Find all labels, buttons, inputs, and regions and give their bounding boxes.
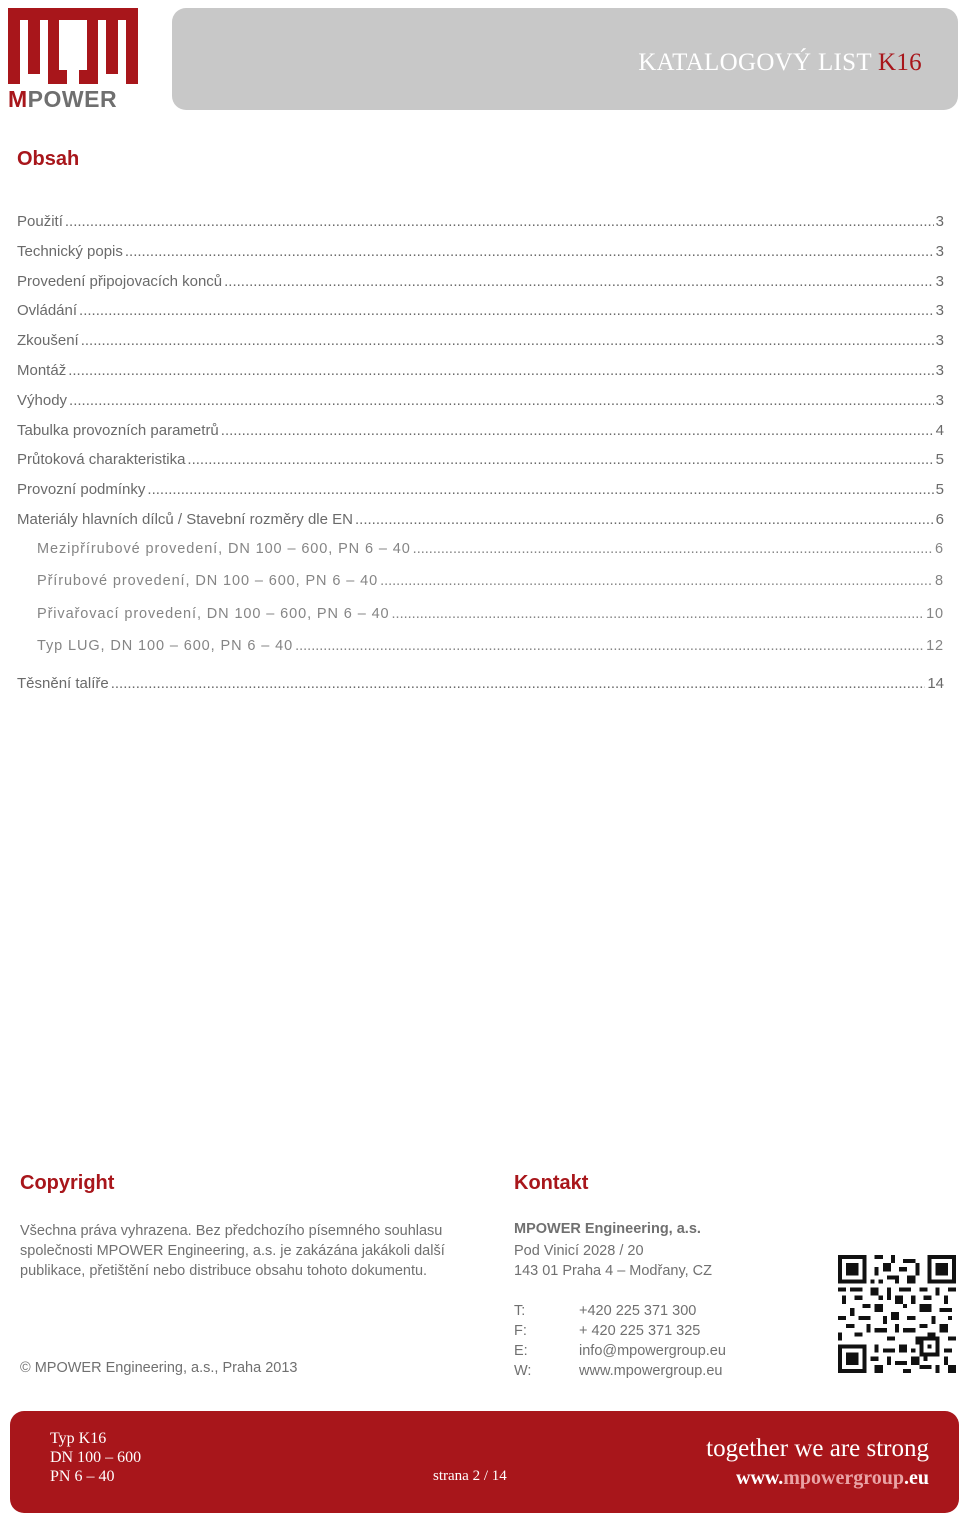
contact-phone: T: +420 225 371 300 (514, 1303, 697, 1319)
copyright-text: Všechna práva vyhrazena. Bez předchozího písemného souhlasu společnosti MPOWER Engineering, a.s. je zakázána jakákoli další publikace, přetištění nebo distribuce obsahu tohoto dokumentu. (20, 1223, 445, 1279)
page-number: strana 2 / 14 (433, 1468, 507, 1484)
copyright-line: © MPOWER Engineering, a.s., Praha 2013 (20, 1360, 298, 1376)
mpower-logo-mark (8, 8, 138, 84)
contact-heading: Kontakt (514, 1172, 589, 1194)
footer-band (10, 1411, 959, 1513)
header-bar (172, 8, 958, 110)
footer-slogan: together we are strong (706, 1435, 929, 1462)
toc-item[interactable]: Průtoková charakteristika ..... 5 (17, 451, 944, 481)
toc-item[interactable]: Provedení připojovacích konců ..... 3 (17, 273, 944, 303)
document-title: KATALOGOVÝ LIST K16 (638, 49, 922, 76)
qr-code-icon (838, 1255, 956, 1373)
contact-web[interactable]: W: www.mpowergroup.eu (514, 1363, 723, 1379)
contact-fax: F: + 420 225 371 325 (514, 1323, 701, 1339)
logo-wordmark: MPOWER (8, 86, 118, 112)
document-code: K16 (878, 49, 922, 76)
contact-details (514, 1301, 726, 1381)
toc-item[interactable]: Tabulka provozních parametrů ..... 4 (17, 422, 944, 452)
toc-item[interactable]: Ovládání ..... 3 (17, 302, 944, 332)
toc-item[interactable]: Provozní podmínky ..... 5 (17, 481, 944, 511)
contact-company: MPOWER Engineering, a.s. (514, 1221, 701, 1237)
toc-subitem[interactable]: Přivařovací provedení, DN 100 – 600, PN 6 – 40 ..... 10 (17, 606, 944, 639)
company-logo (6, 6, 140, 112)
toc-item[interactable]: Materiály hlavních dílců / Stavební rozměry dle EN ..... 6 (17, 511, 944, 541)
toc-item[interactable]: Těsnění talíře ..... 14 (17, 671, 944, 701)
toc-item[interactable]: Výhody ..... 3 (17, 392, 944, 422)
toc-heading: Obsah (17, 148, 80, 170)
contact-email[interactable]: E: info@mpowergroup.eu (514, 1343, 726, 1359)
toc-item[interactable]: Montáž ..... 3 (17, 362, 944, 392)
toc-subitem[interactable]: Mezipřírubové provedení, DN 100 – 600, PN 6 – 40 ..... 6 (17, 541, 944, 574)
toc-subitem[interactable]: Typ LUG, DN 100 – 600, PN 6 – 40 ..... 12 (17, 638, 944, 671)
toc-subitem[interactable]: Přírubové provedení, DN 100 – 600, PN 6 – 40 ..... 8 (17, 573, 944, 606)
footer-website-link[interactable]: www.mpowergroup.eu (736, 1467, 929, 1489)
contact-address: Pod Vinicí 2028 / 20 143 01 Praha 4 – Modřany, CZ (514, 1243, 713, 1279)
toc-item[interactable]: Použití ..... 3 (17, 213, 944, 243)
toc-item[interactable]: Technický popis ..... 3 (17, 243, 944, 273)
table-of-contents (17, 213, 944, 701)
toc-item[interactable]: Zkoušení ..... 3 (17, 332, 944, 362)
footer-model-info: Typ K16 DN 100 – 600 PN 6 – 40 (50, 1430, 142, 1485)
copyright-heading: Copyright (20, 1172, 115, 1194)
